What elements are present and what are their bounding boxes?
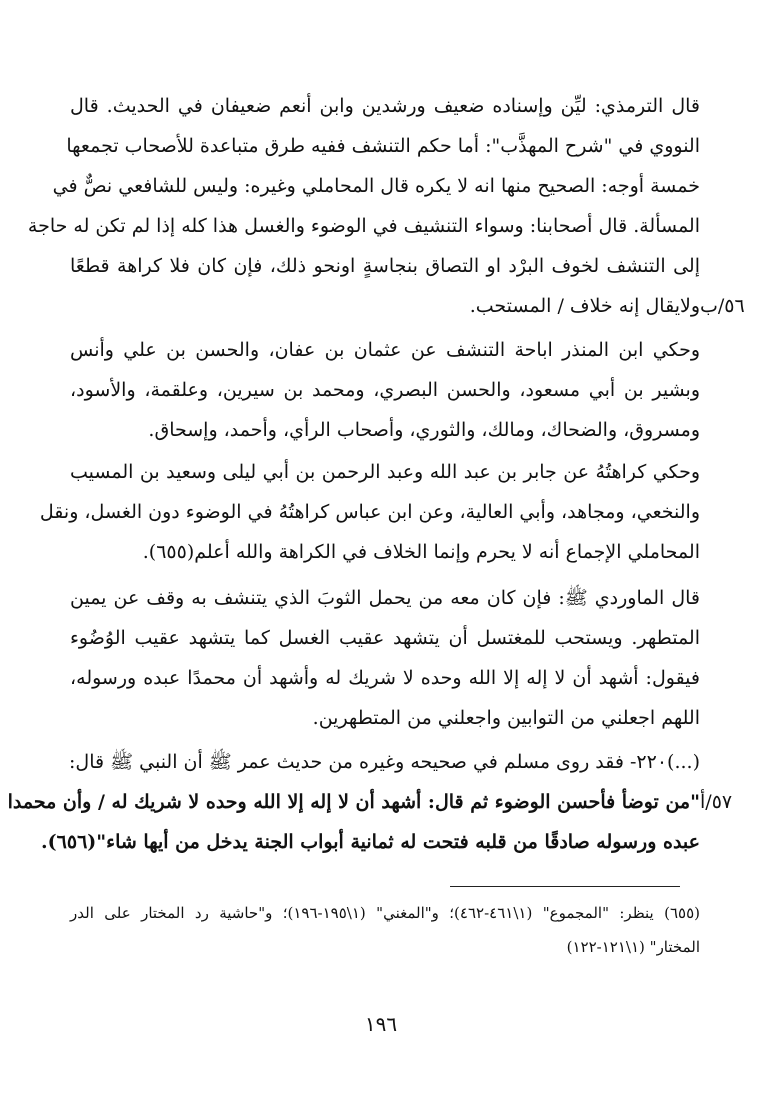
paragraph-1 (27, 86, 700, 326)
text-line: وبشير بن أبي مسعود، والحسن البصري، ومحمد بن سيرين، وعلقمة، والأسود، (70, 379, 700, 401)
text-line: قال الترمذي: ليِّن وإسناده ضعيف ورشدين وابن أنعم ضعيفان في الحديث. قال (70, 95, 700, 117)
page-number: ١٩٦ (364, 1012, 398, 1036)
margin-folio-note: ٥٦/ب (700, 295, 745, 317)
text-line: وحكي كراهتُهُ عن جابر بن عبد الله وعبد الرحمن بن أبي ليلى وسعيد بن المسيب (70, 461, 700, 483)
text-line: فيقول: أشهد أن لا إله إلا الله وحده لا شريك له وأشهد أن محمدًا عبده ورسوله، (70, 667, 700, 689)
margin-folio-note: ٥٧/أ (700, 791, 733, 813)
footnote (70, 896, 700, 964)
hadith-line: عبده ورسوله صادقًا من قلبه فتحت له ثمانية أبواب الجنة يدخل من أيها شاء"(٦٥٦). (41, 831, 700, 853)
text-line: إلى التنشف لخوف البرْد او التصاق بنجاسةٍ اونحو ذلك، فإن كان فلا كراهة قطعًا (70, 255, 700, 277)
text-line: ومسروق، والضحاك، ومالك، والثوري، وأصحاب الرأي، وأحمد، وإسحاق. (148, 419, 700, 441)
text-line: ولايقال إنه خلاف / المستحب. (469, 295, 700, 317)
text-line: والنخعي، ومجاهد، وأبي العالية، وعن ابن عباس كراهتُهُ في الوضوء دون الغسل، ونقل (39, 501, 700, 523)
text-line: وحكي ابن المنذر اباحة التنشف عن عثمان بن عفان، والحسن بن علي وأنس (70, 339, 700, 361)
paragraph-5 (7, 742, 700, 862)
footnote-line: المختار" (١\١٢١-١٢٢) (566, 938, 700, 956)
paragraph-4 (70, 578, 700, 738)
text-line: المسألة. قال أصحابنا: وسواء التنشيف في الوضوء والغسل هذا كله إذا لم تكن له حاجة (27, 215, 700, 237)
text-line: المتطهر. ويستحب للمغتسل أن يتشهد عقيب الغسل كما يتشهد عقيب الوُضُوء (70, 627, 700, 649)
text-line: خمسة أوجه: الصحيح منها انه لا يكره قال المحاملي وغيره: وليس للشافعي نصٌّ في (52, 175, 700, 197)
hadith-line: "من توضأ فأحسن الوضوء ثم قال: أشهد أن لا إله إلا الله وحده لا شريك له / وأن محمدا (7, 791, 700, 813)
text-line: النووي في "شرح المهذَّب": أما حكم التنشف ففيه طرق متباعدة للأصحاب تجمعها (66, 135, 700, 157)
text-line: (...)٢٢٠- فقد روى مسلم في صحيحه وغيره من حديث عمر ﷺ أن النبي ﷺ قال: (69, 751, 700, 773)
text-line: اللهم اجعلني من التوابين واجعلني من المتطهرين. (312, 707, 700, 729)
paragraph-2 (70, 330, 700, 450)
footnote-divider (450, 886, 680, 887)
footnote-line: (٦٥٥) ينظر: "المجموع" (١\٤٦١-٤٦٢)؛ و"المغني" (١\١٩٥-١٩٦)؛ و"حاشية رد المختار على الدر (70, 904, 701, 922)
paragraph-3 (39, 452, 700, 572)
text-line: المحاملي الإجماع أنه لا يحرم وإنما الخلاف في الكراهة والله أعلم(٦٥٥). (142, 541, 700, 563)
text-line: قال الماوردي ﷺ: فإن كان معه من يحمل الثوبَ الذي يتنشف به وقف عن يمين (70, 587, 700, 609)
